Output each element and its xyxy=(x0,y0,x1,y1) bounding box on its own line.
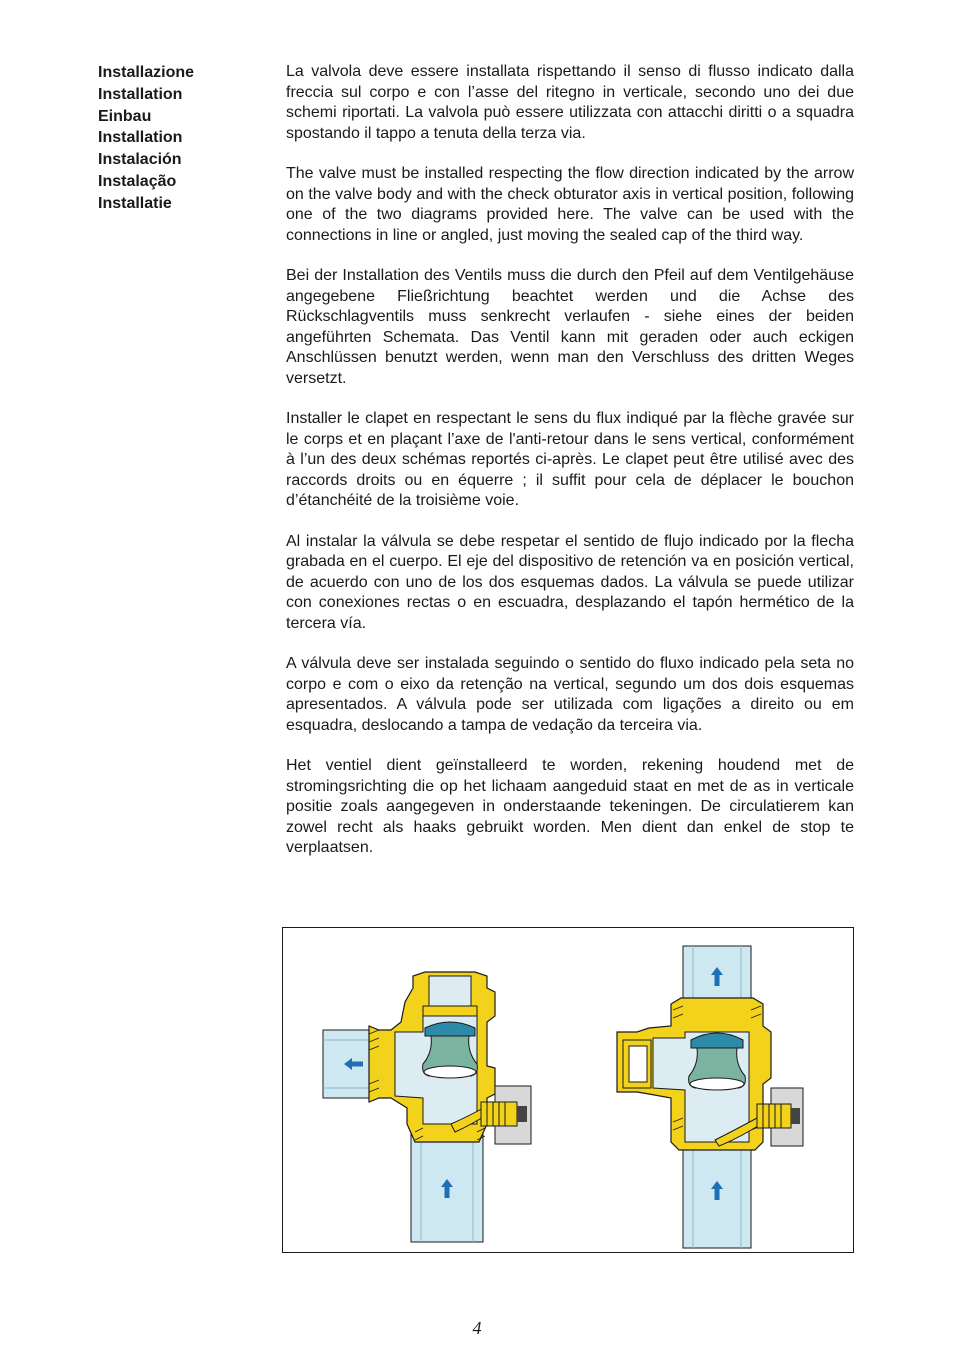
installation-diagram-figure xyxy=(282,927,854,1253)
page-number: 4 xyxy=(472,1318,482,1338)
paragraph-en: The valve must be installed respecting the flow direction indicated by the arrow on the valve body and with the check obturator axis in vertical position, following one of the two diagrams provided here. The valve can be used with the connections in line or angled, just moving the sealed cap of the third way. xyxy=(286,165,854,244)
heading-es: Instalación xyxy=(98,151,182,169)
heading-pt: Instalação xyxy=(98,172,177,190)
paragraph-de: Bei der Installation des Ventils muss die durch den Pfeil auf dem Ventilgehäuse angegebene Fließrichtung beachtet werden und die Achse des Rückschlagventils muss senkrecht verlaufen - siehe eines der beiden angeführten Schemata. Das Ventil kann mit geraden oder auch eckigen Anschlüssen benutzt werden, wenn man den Verschluss des dritten Weges versetzt. xyxy=(286,267,854,387)
heading-fr: Installation xyxy=(98,129,183,147)
heading-nl: Installatie xyxy=(98,194,172,212)
heading-it: Installazione xyxy=(98,64,195,81)
paragraph-fr: Installer le clapet en respectant le sens du flux indiqué par la flèche gravée sur le corps et en plaçant l’axe de l'anti-retour dans le sens vertical, conformément à l’un des deux schémas reportés ci-après. Le clapet peut être utilisé avec des raccords droits ou en équerre ; il suffit pour cela de déplacer le bouchon d’étanchéité de la troisième voie. xyxy=(286,410,854,509)
instructions-body xyxy=(286,62,854,879)
heading-en: Installation xyxy=(98,85,183,103)
paragraph-es: Al instalar la válvula se debe respetar el sentido de flujo indicado por la flecha grabada en el cuerpo. El eje del dispositivo de retención va en posición vertical, de acuerdo con uno de los dos esquemas dados. La válvula se puede utilizar con conexiones rectas o en escuadra, desplazando el tapón hermético de la tercera vía. xyxy=(286,532,854,632)
paragraph-nl: Het ventiel dient geïnstalleerd te worden, rekening houdend met de stromingsrichting die op het lichaam aangeduid staat en met de as in verticale positie zoals aangegeven in onderstaande tekeningen. De circulatierem kan zowel recht als haaks gebruikt worden. Men dient dan enkel de stop te verplaatsen. xyxy=(286,757,854,856)
valve-diagrams xyxy=(283,928,855,1254)
inline-valve-diagram xyxy=(617,946,803,1248)
paragraph-pt: A válvula deve ser instalada seguindo o sentido do fluxo indicado pela seta no corpo e com o eixo da retenção na vertical, segundo um dos dois esquemas apresentados. A válvula pode ser utilizada com ligações a direito ou em esquadra, deslocando a tampa de vedação da terceira via. xyxy=(286,655,854,734)
angled-valve-diagram xyxy=(323,972,531,1242)
paragraph-it: La valvola deve essere installata rispettando il senso di flusso indicato dalla freccia sul corpo e con l’asse del ritegno in verticale, secondo uno dei due schemi riportati. La valvola può essere utilizzata con attacchi diritti o a squadra spostando il tappo a tenuta della terza via. xyxy=(286,63,854,142)
section-headings xyxy=(98,62,268,215)
heading-de: Einbau xyxy=(98,107,152,125)
